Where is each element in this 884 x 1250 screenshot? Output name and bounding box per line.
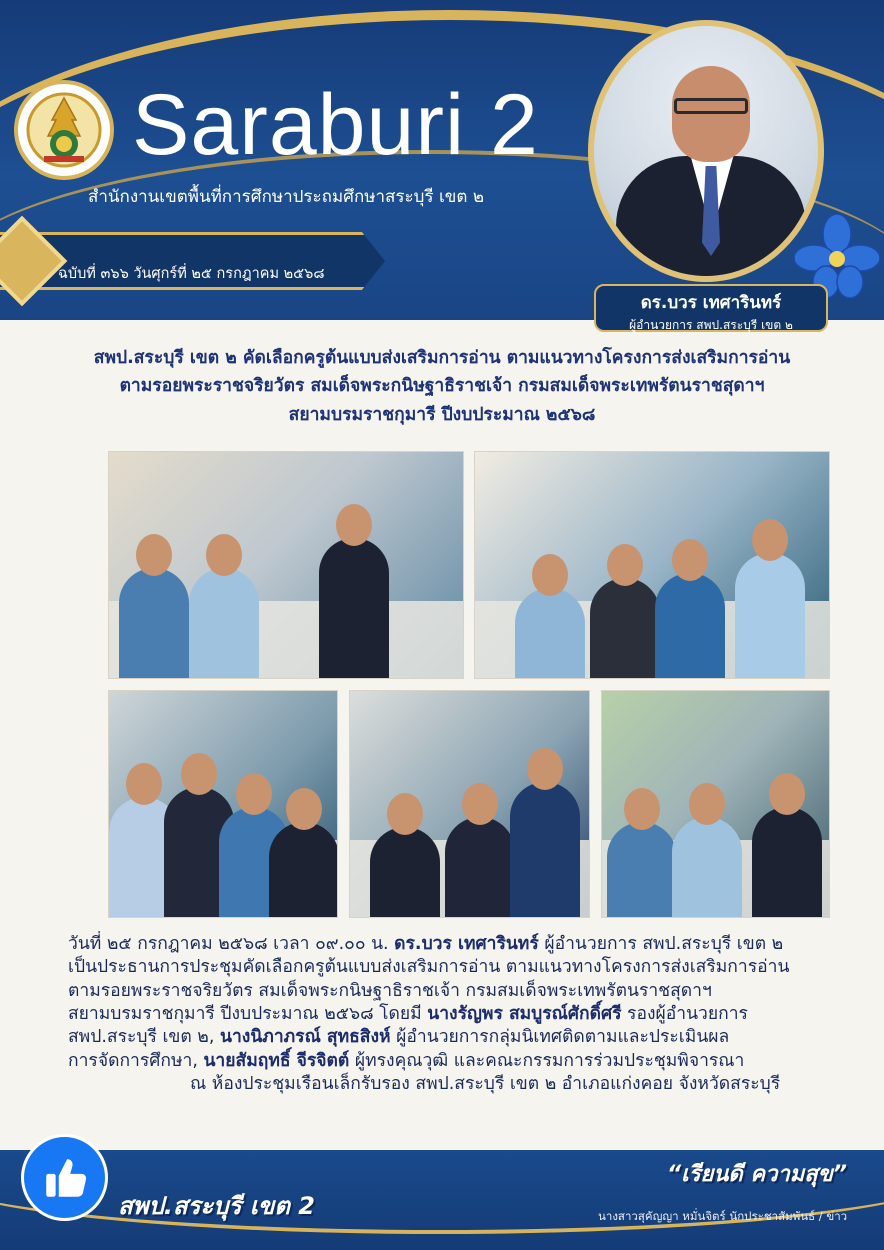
photo-person [672, 817, 742, 917]
body-line-2: เป็นประธานการประชุมคัดเลือกครูต้นแบบส่งเสริมการอ่าน ตามแนวทางโครงการส่งเสริมการอ่าน [68, 957, 790, 978]
body-line-7: ณ ห้องประชุมเรือนเล็กรับรอง สพป.สระบุรี เขต ๒ อำเภอแก่งคอย จังหวัดสระบุรี [190, 1074, 781, 1095]
photo-person [590, 578, 660, 678]
director-name-plate [594, 284, 828, 332]
director-name-inline: ดร.บวร เทศารินทร์ [394, 934, 539, 954]
photo-person [189, 568, 259, 678]
news-headline [0, 344, 884, 429]
headline-line-3: สยามบรมราชกุมารี ปีงบประมาณ ๒๕๖๘ [288, 404, 596, 425]
news-credit: นางสาวสุคัญญา หมั่นจิตร์ นักประชาสัมพันธ์ / ข่าว [598, 1209, 848, 1223]
body-line-1: วันที่ ๒๕ กรกฎาคม ๒๕๖๘ เวลา ๐๙.๐๐ น. ดร.บวร เทศารินทร์ ผู้อำนวยการ สพป.สระบุรี เขต ๒ [68, 934, 784, 954]
director-name: ดร.บวร เทศารินทร์ [640, 293, 782, 313]
facebook-page-name[interactable]: สพป.สระบุรี เขต 2 [118, 1192, 315, 1220]
photo-person [269, 822, 338, 917]
meeting-photo-5 [601, 690, 830, 918]
photo-person [319, 538, 389, 678]
expert-name: นายสัมฤทธิ์ จีรจิตต์ [203, 1050, 350, 1071]
photo-person [752, 807, 822, 917]
photo-person [445, 817, 515, 917]
headline-line-1: สพป.สระบุรี เขต ๒ คัดเลือกครูต้นแบบส่งเสริมการอ่าน ตามแนวทางโครงการส่งเสริมการอ่าน [93, 348, 791, 368]
photo-person [119, 568, 189, 678]
photo-person [510, 782, 580, 917]
office-subtitle: สำนักงานเขตพื้นที่การศึกษาประถมศึกษาสระบุรี เขต ๒ [88, 187, 485, 207]
meeting-photo-3 [108, 690, 338, 918]
deputy-name: นางรัญพร สมบูรณ์ศักดิ์ศรี [427, 1004, 622, 1025]
thumbs-up-icon[interactable] [21, 1134, 108, 1221]
director-portrait [588, 20, 824, 282]
news-body [68, 933, 838, 1097]
body-line-5: สพป.สระบุรี เขต ๒, นางนิภาภรณ์ สุทธสิงห์ ผู้อำนวยการกลุ่มนิเทศติดตามและประเมินผล [68, 1027, 730, 1048]
slogan: “เรียนดี ความสุข” [667, 1162, 847, 1187]
brand-title: Saraburi 2 [132, 77, 539, 173]
photo-person [370, 827, 440, 917]
meeting-photo-4 [349, 690, 590, 918]
obec-emblem-icon [14, 80, 114, 180]
photo-person [735, 553, 805, 678]
portrait-image [594, 26, 818, 276]
portrait-head [672, 66, 750, 162]
issue-info: ฉบับที่ ๓๖๖ วันศุกร์ที่ ๒๕ กรกฎาคม ๒๕๖๘ [58, 266, 325, 282]
photo-person [515, 588, 585, 678]
director-position: ผู้อำนวยการ สพป.สระบุรี เขต ๒ [629, 318, 793, 332]
meeting-photo-1 [108, 451, 464, 679]
headline-line-2: ตามรอยพระราชจริยวัตร สมเด็จพระกนิษฐาธิราชเจ้า กรมสมเด็จพระเทพรัตนราชสุดาฯ [119, 376, 765, 397]
supervisor-name: นางนิภาภรณ์ สุทธสิงห์ [219, 1027, 391, 1048]
body-line-3: ตามรอยพระราชจริยวัตร สมเด็จพระกนิษฐาธิราชเจ้า กรมสมเด็จพระเทพรัตนราชสุดาฯ [68, 980, 712, 1001]
photo-person [607, 822, 677, 917]
body-line-6: การจัดการศึกษา, นายสัมฤทธิ์ จีรจิตต์ ผู้ทรงคุณวุฒิ และคณะกรรมการร่วมประชุมพิจารณา [68, 1050, 745, 1071]
portrait-glasses [674, 98, 748, 114]
body-line-4: สยามบรมราชกุมารี ปีงบประมาณ ๒๕๖๘ โดยมี นางรัญพร สมบูรณ์ศักดิ์ศรี รองผู้อำนวยการ [68, 1004, 748, 1025]
meeting-photo-2 [474, 451, 830, 679]
photo-person [655, 573, 725, 678]
